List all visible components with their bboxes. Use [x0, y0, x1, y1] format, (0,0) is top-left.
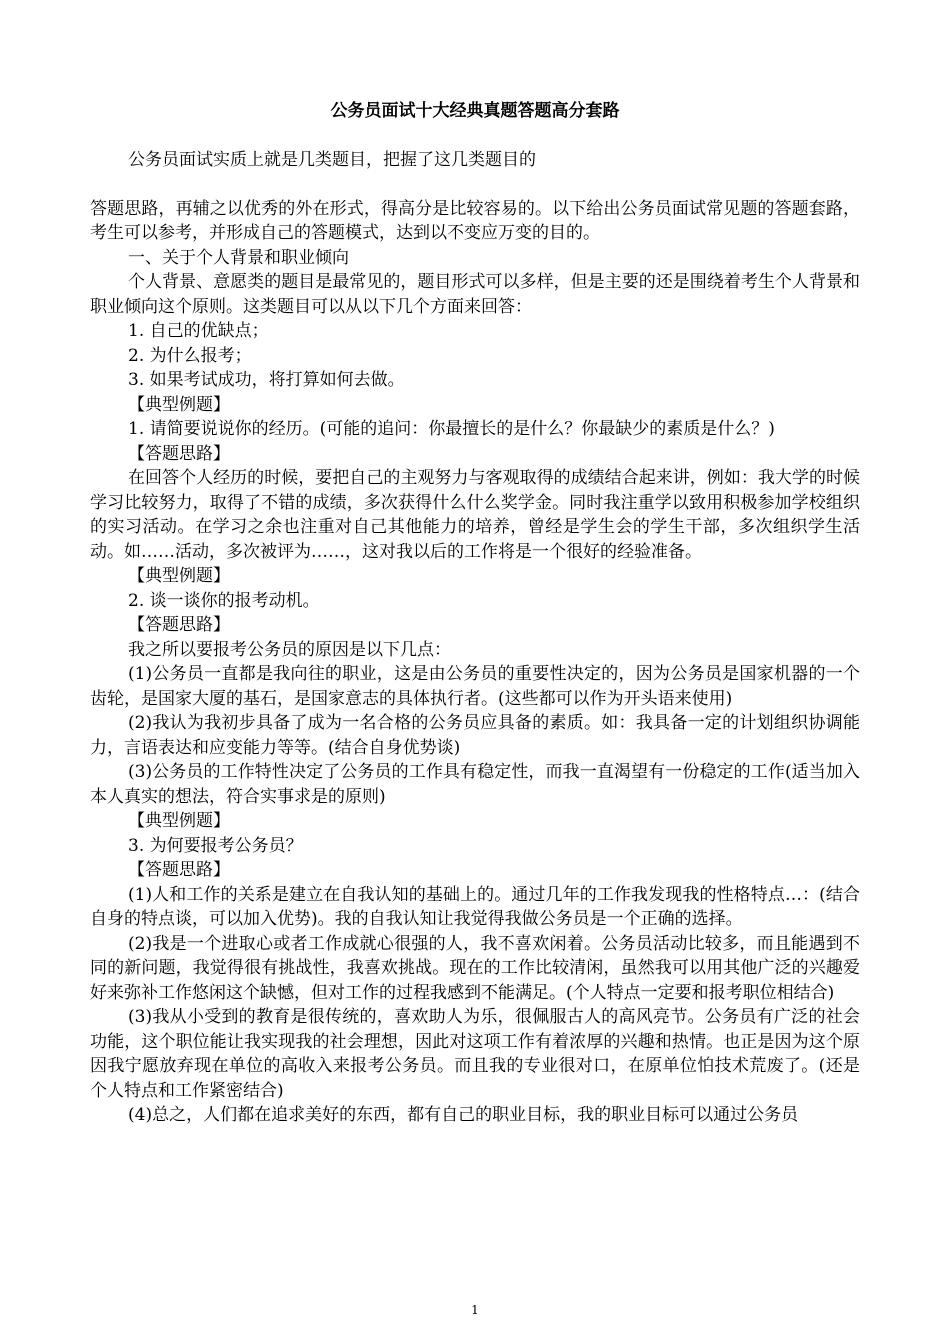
paragraph: (2)我认为我初步具备了成为一名合格的公务员应具备的素质。如：我具备一定的计划组织协调能力，言语表达和应变能力等等。(结合自身优势谈) [90, 713, 860, 758]
paragraph: 我之所以要报考公务员的原因是以下几点： [128, 639, 451, 660]
section-heading: 一、关于个人背景和职业倾向 [128, 247, 349, 268]
list-item: 1. 自己的优缺点； [128, 321, 269, 341]
paragraph: 在回答个人经历的时候，要把自己的主观努力与客观取得的成绩结合起来讲，例如：我大学的时候学习比较努力，取得了不错的成绩，多次获得什么什么奖学金。同时我注重学以致用积极参加学校组织的实习活动。在学习之余也注重对自己其他能力的培养，曾经是学生会的学生干部，多次组织学生活动。如……活动，多次被评为……，这对我以后的工作将是一个很好的经验准备。 [90, 468, 860, 562]
paragraph: (3)公务员的工作特性决定了公务员的工作具有稳定性，而我一直渴望有一份稳定的工作(适当加入本人真实的想法，符合实事求是的原则) [90, 762, 860, 807]
page-number: 1 [471, 1303, 479, 1317]
paragraph: (1)公务员一直都是我向往的职业，这是由公务员的重要性决定的，因为公务员是国家机器的一个齿轮，是国家大厦的基石，是国家意志的具体执行者。(这些都可以作为开头语来使用) [90, 664, 860, 709]
paragraph: 公务员面试实质上就是几类题目，把握了这几类题目的 [128, 150, 536, 170]
example-label: 【典型例题】 [128, 394, 230, 415]
document-body [90, 148, 860, 1128]
paragraph: (2)我是一个进取心或者工作成就心很强的人，我不喜欢闲着。公务员活动比较多，而且能遇到不同的新问题，我觉得很有挑战性，我喜欢挑战。现在的工作比较清闲，虽然我可以用其他广泛的兴趣爱好来弥补工作悠闲这个缺憾，但对工作的过程我感到不能满足。(个人特点一定要和报考职位相结合) [90, 933, 860, 1003]
paragraph: 2. 谈一谈你的报考动机。 [128, 590, 320, 611]
paragraph: 答题思路，再辅之以优秀的外在形式，得高分是比较容易的。以下给出公务员面试常见题的答题套路，考生可以参考，并形成自己的答题模式，达到以不变应万变的目的。 [90, 198, 860, 243]
paragraph: 3. 为何要报考公务员？ [128, 835, 303, 856]
document-title: 公务员面试十大经典真题答题高分套路 [330, 101, 620, 121]
paragraph: 个人背景、意愿类的题目是最常见的，题目形式可以多样，但是主要的还是围绕着考生个人背景和职业倾向这个原则。这类题目可以从以下几个方面来回答： [90, 272, 860, 317]
paragraph: (1)人和工作的关系是建立在自我认知的基础上的。通过几年的工作我发现我的性格特点…：(结合自身的特点谈，可以加入优势)。我的自我认知让我觉得我做公务员是一个正确的选择。 [90, 884, 860, 929]
paragraph: 1. 请简要说说你的经历。(可能的追问：你最擅长的是什么？你最缺少的素质是什么？) [128, 419, 775, 439]
answer-label: 【答题思路】 [128, 860, 230, 880]
list-item: 2. 为什么报考； [128, 345, 252, 366]
example-label: 【典型例题】 [128, 566, 230, 586]
paragraph: (3)我从小受到的教育是很传统的，喜欢助人为乐，很佩服古人的高风亮节。公务员有广泛的社会功能，这个职位能让我实现我的社会理想，因此对这项工作有着浓厚的兴趣和热情。也正是因为这个原因我宁愿放弃现在单位的高收入来报考公务员。而且我的专业很对口，在原单位怕技术荒废了。(还是个人特点和工作紧密结合) [90, 1007, 860, 1101]
list-item: 3. 如果考试成功，将打算如何去做。 [128, 370, 405, 390]
answer-label: 【答题思路】 [128, 615, 230, 635]
paragraph: (4)总之，人们都在追求美好的东西，都有自己的职业目标，我的职业目标可以通过公务员 [128, 1105, 799, 1125]
example-label: 【典型例题】 [128, 811, 230, 831]
answer-label: 【答题思路】 [128, 443, 230, 464]
